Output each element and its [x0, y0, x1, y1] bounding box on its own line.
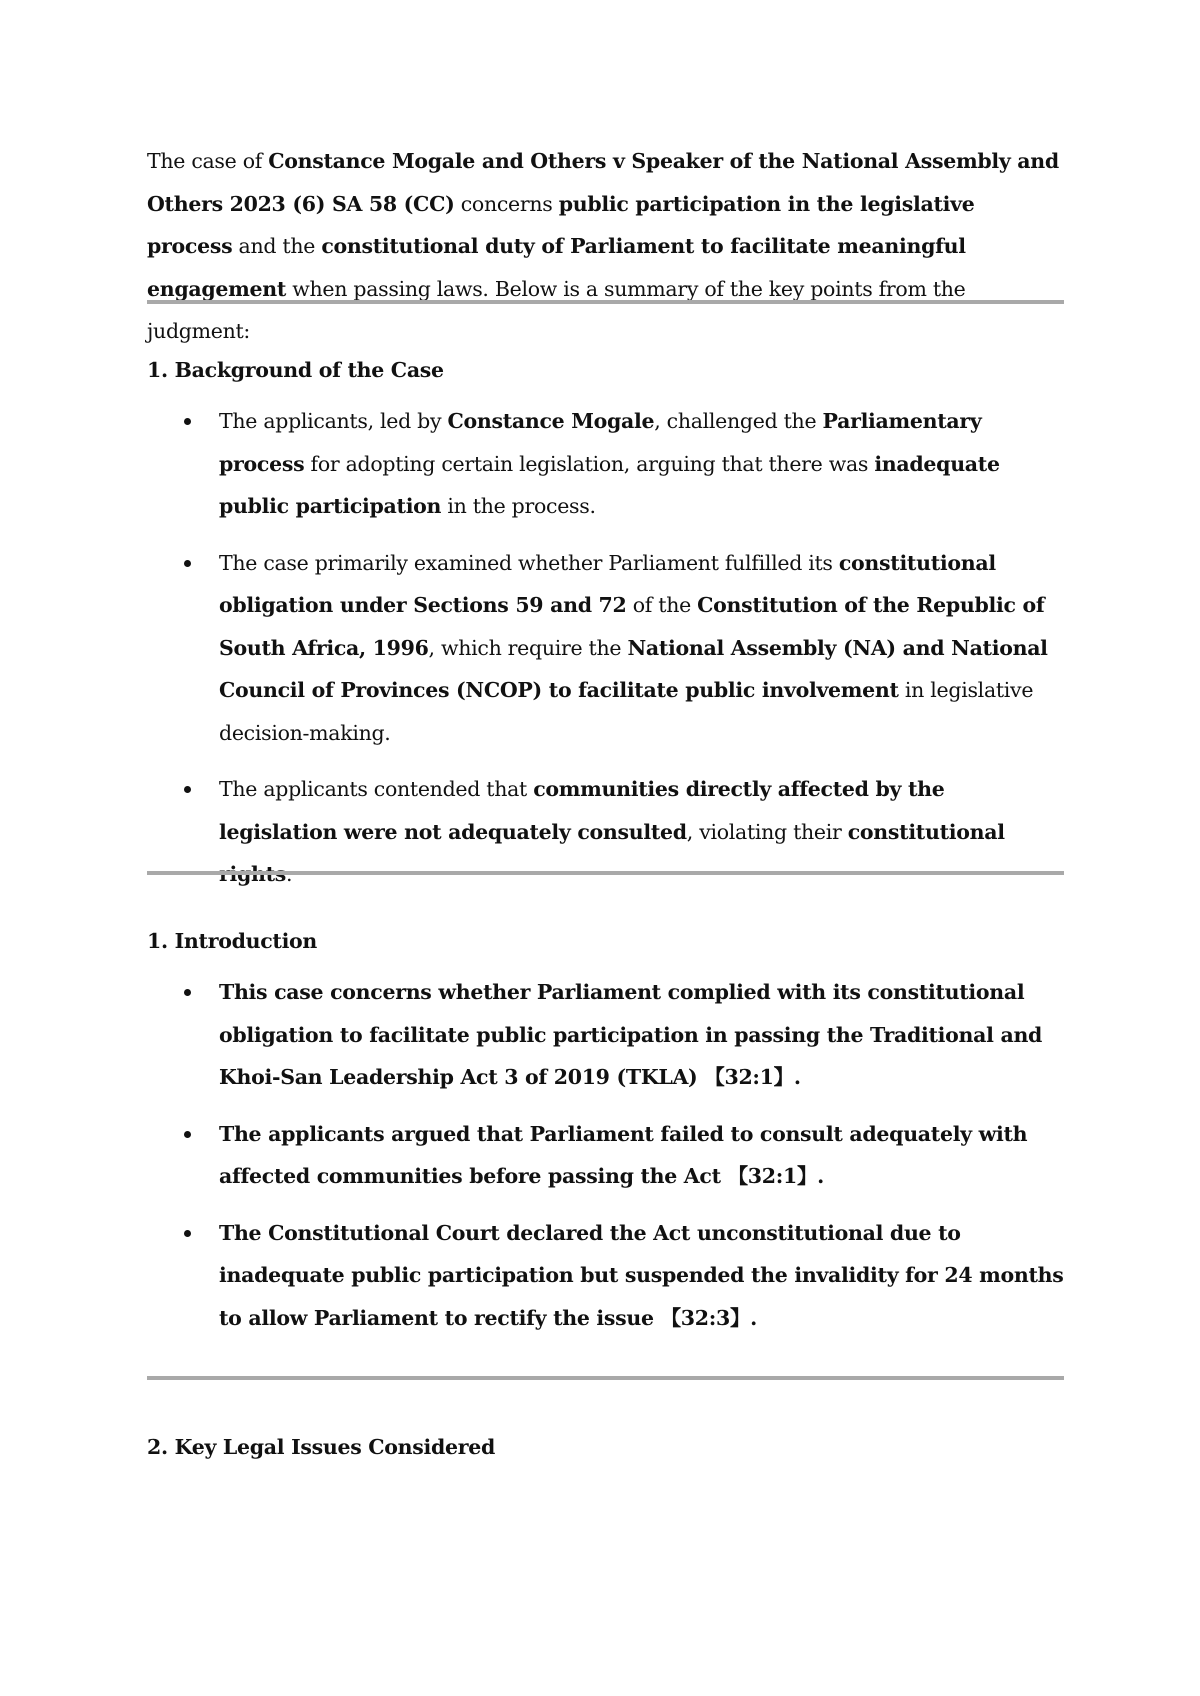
bullet-emphasis: constitutional: [847, 819, 1005, 844]
bullet-icon: [184, 1131, 191, 1138]
intro-emphasis-1: public participation in the legislative process: [147, 191, 975, 258]
list-item: [147, 400, 1064, 528]
background-bullet-list: [147, 400, 1064, 910]
bullet-emphasis: Constitution of the Republic of South Africa, 1996: [219, 593, 1045, 660]
bullet-emphasis: National Assembly (NA) and National Council of Provinces (NCOP) to facilitate public involvement: [219, 635, 1048, 702]
bullet-emphasis: inadequate public participation: [219, 451, 1000, 518]
bullet-icon: [184, 418, 191, 425]
list-item: [147, 768, 1064, 896]
introduction-bullet-list: [147, 971, 1064, 1353]
bullet-text: The applicants argued that Parliament failed to consult adequately with affected communities before passing the Act 【32:1】.: [219, 1121, 1028, 1188]
list-item: [147, 971, 1064, 1099]
intro-text-4: when passing laws. Below is a summary of the key points from the judgment:: [147, 276, 966, 343]
bullet-icon: [184, 1230, 191, 1237]
divider: [147, 300, 1064, 304]
bullet-text: , which require the: [428, 635, 628, 660]
bullet-text: , challenged the: [654, 409, 823, 433]
bullet-text: for adopting certain legislation, arguing that there was: [304, 451, 875, 476]
divider: [147, 871, 1064, 875]
bullet-emphasis: Parliamentary process: [219, 409, 982, 476]
bullet-text: , violating their: [686, 819, 848, 844]
bullet-text: The Constitutional Court declared the Act unconstitutional due to inadequate public participation but suspended the invalidity for 24 months to allow Parliament to rectify the issue 【32:3】.: [219, 1220, 1064, 1330]
list-item: [147, 1212, 1064, 1340]
intro-paragraph: [147, 140, 1064, 353]
bullet-emphasis: communities directly affected by the legislation were not adequately consulted: [219, 777, 945, 844]
heading-background: 1. Background of the Case: [147, 358, 444, 382]
bullet-text: The applicants, led by: [219, 409, 448, 433]
heading-introduction: 1. Introduction: [147, 929, 318, 953]
intro-emphasis-2: constitutional duty of Parliament to facilitate meaningful engagement: [147, 234, 966, 301]
heading-key-legal-issues: 2. Key Legal Issues Considered: [147, 1435, 496, 1459]
bullet-text: This case concerns whether Parliament complied with its constitutional obligation to facilitate public participation in passing the Traditional and Khoi-San Leadership Act 3 of 2019 (TKLA) 【32:1】.: [219, 980, 1043, 1089]
bullet-icon: [184, 786, 191, 793]
bullet-emphasis: Constance Mogale: [447, 409, 655, 433]
bullet-text: of the: [626, 593, 698, 617]
bullet-icon: [184, 989, 191, 996]
bullet-text: in the process.: [441, 494, 596, 518]
bullet-icon: [184, 560, 191, 567]
list-item: [147, 1113, 1064, 1198]
divider: [147, 1376, 1064, 1380]
case-citation: Constance Mogale and Others v Speaker of the National Assembly and Others 2023 (6) SA 58 (CC): [147, 149, 1059, 216]
bullet-emphasis: constitutional obligation under Sections 59 and 72: [219, 550, 996, 617]
bullet-text: The case primarily examined whether Parliament fulfilled its: [219, 550, 839, 575]
list-item: [147, 542, 1064, 755]
intro-text-2: concerns: [454, 191, 559, 216]
bullet-text: in legislative decision-making.: [219, 678, 1034, 745]
intro-text-3: and the: [232, 234, 322, 258]
intro-text-1: The case of: [147, 149, 269, 173]
bullet-text: The applicants contended that: [219, 777, 534, 801]
